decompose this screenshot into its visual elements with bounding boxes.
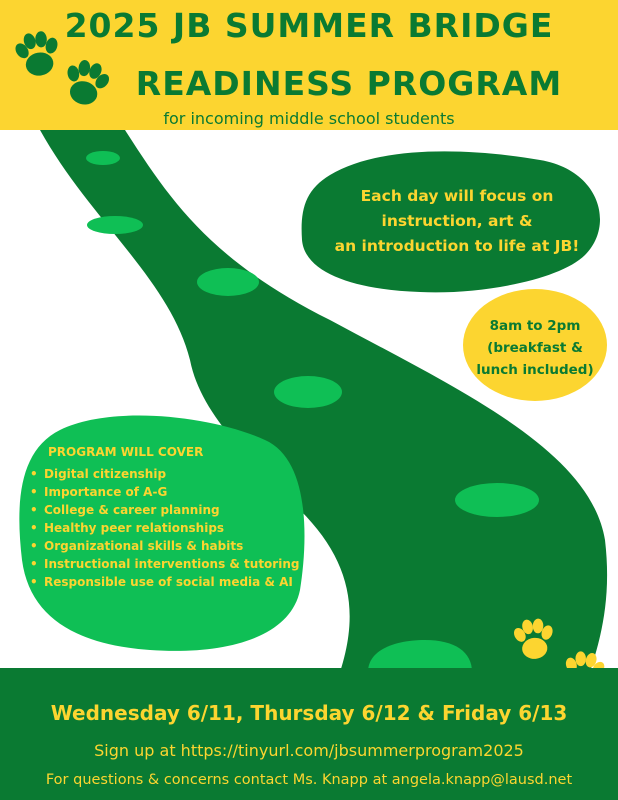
focus-line: Each day will focus on <box>360 187 554 205</box>
title-line-1: 2025 JB SUMMER BRIDGE <box>64 6 554 45</box>
daily-focus-text <box>322 184 592 259</box>
stepping-stone <box>87 216 143 234</box>
list-item: • Digital citizenship <box>30 465 299 483</box>
list-item: • Importance of A-G <box>30 483 299 501</box>
list-item: • Organizational skills & habits <box>30 537 299 555</box>
paw-print-icon <box>58 55 115 110</box>
signup-link[interactable]: Sign up at https://tinyurl.com/jbsummerprogram2025 <box>94 741 524 760</box>
subtitle: for incoming middle school students <box>163 109 455 128</box>
hours-line: 8am to 2pm <box>489 318 581 334</box>
hours-line: lunch included) <box>476 362 594 378</box>
stepping-stone <box>197 268 259 296</box>
program-dates: Wednesday 6/11, Thursday 6/12 & Friday 6/13 <box>50 701 568 725</box>
hours-line: (breakfast & <box>487 340 583 356</box>
focus-line: an introduction to life at JB! <box>334 237 580 255</box>
program-cover-title: PROGRAM WILL COVER <box>48 445 204 459</box>
list-item: • Healthy peer relationships <box>30 519 299 537</box>
title-line-2: READINESS PROGRAM <box>135 64 563 103</box>
stepping-stone <box>455 483 539 517</box>
list-item: • College & career planning <box>30 501 299 519</box>
hours-text <box>470 315 600 381</box>
stepping-stone <box>86 151 120 165</box>
program-cover-list <box>30 465 299 591</box>
list-item: • Instructional interventions & tutoring <box>30 555 299 573</box>
stepping-stone <box>274 376 342 408</box>
focus-line: instruction, art & <box>381 212 533 230</box>
paw-print-icon <box>11 28 65 80</box>
contact-info[interactable]: For questions & concerns contact Ms. Knapp at angela.knapp@lausd.net <box>45 772 573 788</box>
list-item: • Responsible use of social media & AI <box>30 573 299 591</box>
